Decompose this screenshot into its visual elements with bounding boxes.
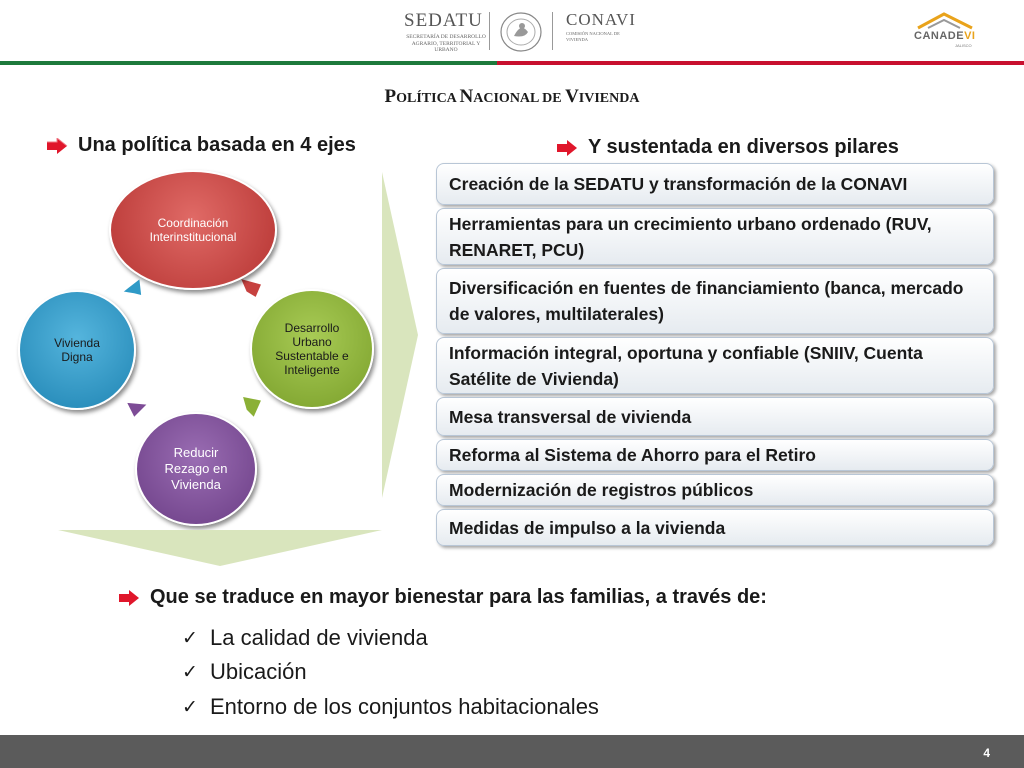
pillar-box: Creación de la SEDATU y transformación de la CONAVI: [436, 163, 994, 205]
page-title: POLÍTICA NACIONAL DE VIVIENDA: [384, 86, 640, 107]
benefit-item: ✓ Entorno de los conjuntos habitacionales: [182, 694, 599, 719]
footer-bar: [0, 735, 1024, 768]
canadevi-roof-icon: [916, 12, 974, 30]
cycle-node-label: Desarrollo Urbano Sustentable e Inteligente: [275, 321, 349, 377]
cycle-arrow-blue: [122, 278, 142, 296]
benefit-item: ✓ Ubicación: [182, 659, 307, 684]
arrow-right-icon: [46, 138, 68, 154]
pillar-box: Mesa transversal de vivienda: [436, 397, 994, 436]
canadevi-logo: CANADEVI: [914, 30, 976, 42]
cycle-arrow-green: [242, 396, 262, 418]
header-stripe-red: [497, 61, 1024, 65]
arrow-right-icon: [118, 590, 140, 606]
bottom-heading: Que se traduce en mayor bienestar para las familias, a través de:: [118, 586, 767, 609]
cycle-node-desarrollo: [250, 289, 374, 409]
pillar-box: Diversificación en fuentes de financiamiento (banca, mercado de valores, multilaterales): [436, 268, 994, 334]
checkmark-icon: ✓: [182, 696, 198, 718]
coat-of-arms-icon: [498, 10, 544, 54]
right-heading: Y sustentada en diversos pilares: [556, 136, 899, 159]
pillar-box: Reforma al Sistema de Ahorro para el Retiro: [436, 439, 994, 471]
left-heading: Una política basada en 4 ejes: [46, 134, 356, 157]
cycle-node-coordinacion: [109, 170, 277, 290]
arrow-right-icon: [556, 140, 578, 156]
cycle-node-rezago: [135, 412, 257, 526]
conavi-subtitle: COMISIÓN NACIONAL DE VIVIENDA: [566, 31, 620, 42]
sedatu-subtitle: SECRETARÍA DE DESARROLLO AGRARIO, TERRITORIAL Y URBANO: [406, 34, 486, 53]
cycle-node-label: Coordinación Interinstitucional: [149, 216, 237, 244]
sedatu-logo-text: SEDATU: [404, 10, 483, 31]
page-number: 4: [983, 746, 990, 760]
cycle-arrow-red: [240, 278, 262, 298]
canadevi-subtitle: JALISCO: [955, 43, 972, 48]
pillar-box: Herramientas para un crecimiento urbano ordenado (RUV, RENARET, PCU): [436, 208, 994, 265]
cycle-node-label: Vivienda Digna: [54, 336, 100, 364]
benefit-item: ✓ La calidad de vivienda: [182, 625, 428, 650]
cycle-arrow-purple: [126, 402, 148, 418]
pillar-box: Medidas de impulso a la vivienda: [436, 509, 994, 546]
pillar-box: Información integral, oportuna y confiable (SNIIV, Cuenta Satélite de Vivienda): [436, 337, 994, 394]
checkmark-icon: ✓: [182, 627, 198, 649]
header-divider: [552, 12, 553, 50]
big-down-arrow: [56, 526, 384, 568]
cycle-node-vivienda-digna: [18, 290, 136, 410]
pillar-box: Modernización de registros públicos: [436, 474, 994, 506]
big-right-arrow: [378, 170, 422, 500]
header-stripe-green: [0, 61, 497, 65]
checkmark-icon: ✓: [182, 661, 198, 683]
conavi-logo-text: CONAVI: [566, 10, 636, 29]
cycle-node-label: Reducir Rezago en Vivienda: [164, 445, 228, 492]
header-divider: [489, 12, 490, 50]
